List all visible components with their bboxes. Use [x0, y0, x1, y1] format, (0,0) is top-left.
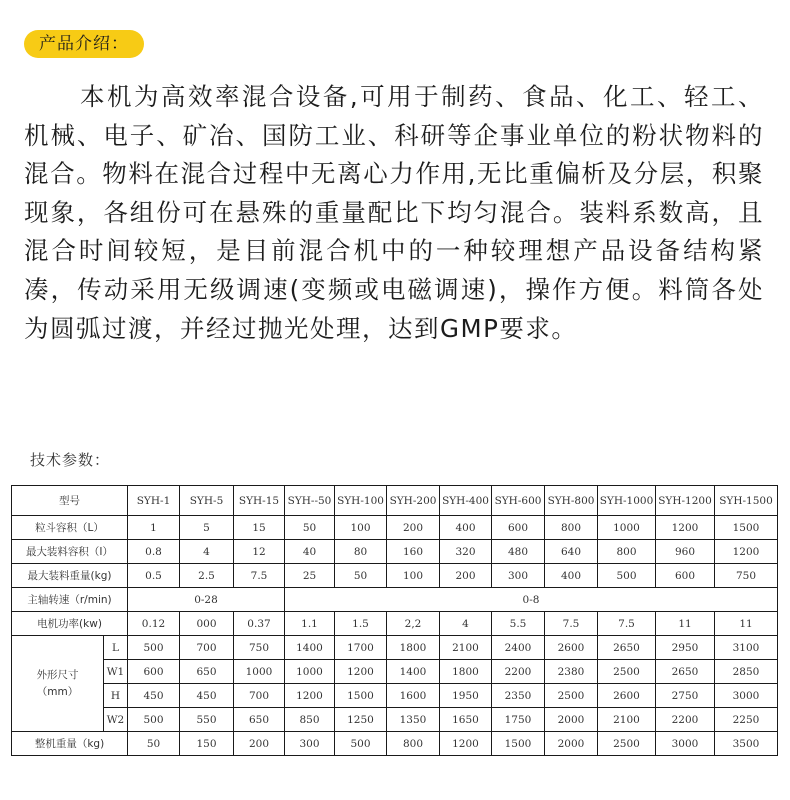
- value-cell: 150: [180, 732, 234, 756]
- spec-header-row: [12, 486, 778, 516]
- value-cell: 2750: [656, 684, 715, 708]
- model-cell: SYH-15: [234, 486, 285, 516]
- value-cell: 2600: [598, 684, 656, 708]
- value-cell: 1200: [285, 684, 335, 708]
- value-cell: 2850: [715, 660, 778, 684]
- value-cell: 650: [234, 708, 285, 732]
- value-cell: 1650: [440, 708, 492, 732]
- value-cell: 11: [715, 612, 778, 636]
- value-cell: 5: [180, 516, 234, 540]
- value-cell: 2100: [440, 636, 492, 660]
- value-cell: 480: [492, 540, 545, 564]
- value-cell: 600: [656, 564, 715, 588]
- row-label: 主轴转速（r/min): [12, 588, 128, 612]
- value-cell: 700: [234, 684, 285, 708]
- value-cell: 3500: [715, 732, 778, 756]
- value-cell: 0.37: [234, 612, 285, 636]
- row-dimension-w1: [12, 660, 778, 684]
- model-cell: SYH-1200: [656, 486, 715, 516]
- value-cell: 1800: [440, 660, 492, 684]
- value-cell: 2380: [545, 660, 598, 684]
- dimension-key: L: [104, 636, 128, 660]
- dimension-key: H: [104, 684, 128, 708]
- model-cell: SYH-1500: [715, 486, 778, 516]
- value-cell: 1250: [335, 708, 387, 732]
- value-cell: 640: [545, 540, 598, 564]
- model-cell: SYH--50: [285, 486, 335, 516]
- value-cell: 11: [656, 612, 715, 636]
- row-max-load-volume: [12, 540, 778, 564]
- value-cell: 1700: [335, 636, 387, 660]
- value-cell: 1.1: [285, 612, 335, 636]
- value-cell: 1800: [387, 636, 440, 660]
- value-cell: 1200: [715, 540, 778, 564]
- value-cell: 3000: [656, 732, 715, 756]
- value-cell: 1: [128, 516, 180, 540]
- value-cell: 2950: [656, 636, 715, 660]
- value-cell: 2650: [656, 660, 715, 684]
- value-cell: 2000: [545, 732, 598, 756]
- spec-section-title: 技术参数：: [30, 451, 111, 469]
- value-cell: 1200: [656, 516, 715, 540]
- value-cell: 550: [180, 708, 234, 732]
- value-cell: 2500: [598, 732, 656, 756]
- model-cell: SYH-800: [545, 486, 598, 516]
- model-label: 型号: [12, 486, 128, 516]
- row-label: 最大装料容积（I）: [12, 540, 128, 564]
- value-cell: 3100: [715, 636, 778, 660]
- value-cell: 500: [335, 732, 387, 756]
- value-cell: 2600: [545, 636, 598, 660]
- row-label: 最大装料重量(kg): [12, 564, 128, 588]
- value-cell: 40: [285, 540, 335, 564]
- row-label: 粒斗容积（L）: [12, 516, 128, 540]
- value-cell: 300: [285, 732, 335, 756]
- value-cell: 2000: [545, 708, 598, 732]
- value-cell: 450: [128, 684, 180, 708]
- value-cell: 400: [440, 516, 492, 540]
- spindle-speed-group-2: 0-8: [285, 588, 778, 612]
- dimensions-label: 外形尺寸: [36, 668, 79, 681]
- value-cell: 2650: [598, 636, 656, 660]
- value-cell: 200: [440, 564, 492, 588]
- value-cell: 50: [128, 732, 180, 756]
- value-cell: 2.5: [180, 564, 234, 588]
- value-cell: 000: [180, 612, 234, 636]
- value-cell: 960: [656, 540, 715, 564]
- value-cell: 1600: [387, 684, 440, 708]
- value-cell: 2100: [598, 708, 656, 732]
- value-cell: 1400: [387, 660, 440, 684]
- value-cell: 1500: [492, 732, 545, 756]
- row-max-load-weight: [12, 564, 778, 588]
- model-cell: SYH-1: [128, 486, 180, 516]
- value-cell: 850: [285, 708, 335, 732]
- value-cell: 200: [387, 516, 440, 540]
- value-cell: 1200: [335, 660, 387, 684]
- value-cell: 0.12: [128, 612, 180, 636]
- value-cell: 2400: [492, 636, 545, 660]
- spec-table: [11, 485, 778, 756]
- model-cell: SYH-600: [492, 486, 545, 516]
- value-cell: 650: [180, 660, 234, 684]
- value-cell: 1500: [715, 516, 778, 540]
- value-cell: 750: [715, 564, 778, 588]
- model-cell: SYH-200: [387, 486, 440, 516]
- value-cell: 7.5: [545, 612, 598, 636]
- value-cell: 800: [598, 540, 656, 564]
- value-cell: 2,2: [387, 612, 440, 636]
- value-cell: 2250: [715, 708, 778, 732]
- row-label: 整机重量（kg): [12, 732, 128, 756]
- value-cell: 1350: [387, 708, 440, 732]
- value-cell: 300: [492, 564, 545, 588]
- dimension-key: W1: [104, 660, 128, 684]
- value-cell: 2200: [656, 708, 715, 732]
- value-cell: 5.5: [492, 612, 545, 636]
- value-cell: 1200: [440, 732, 492, 756]
- value-cell: 1000: [598, 516, 656, 540]
- product-intro-text: 本机为高效率混合设备,可用于制药、食品、化工、轻工、机械、电子、矿冶、国防工业、科研等企事业单位的粉状物料的混合。物料在混合过程中无离心力作用,无比重偏析及分层，积聚现象，各组份可在悬殊的重量配比下均匀混合。装料系数高，且混合时间较短，是目前混合机中的一种较理想产品设备结构紧凑，传动采用无级调速(变频或电磁调速)，操作方便。料筒各处为圆弧过渡，并经过抛光处理，达到GMP要求。: [24, 82, 764, 343]
- value-cell: 3000: [715, 684, 778, 708]
- value-cell: 1750: [492, 708, 545, 732]
- value-cell: 0.5: [128, 564, 180, 588]
- value-cell: 12: [234, 540, 285, 564]
- value-cell: 7.5: [234, 564, 285, 588]
- value-cell: 1.5: [335, 612, 387, 636]
- value-cell: 15: [234, 516, 285, 540]
- value-cell: 800: [387, 732, 440, 756]
- value-cell: 800: [545, 516, 598, 540]
- value-cell: 50: [285, 516, 335, 540]
- value-cell: 600: [128, 660, 180, 684]
- model-cell: SYH-1000: [598, 486, 656, 516]
- value-cell: 500: [128, 636, 180, 660]
- value-cell: 80: [335, 540, 387, 564]
- model-cell: SYH-100: [335, 486, 387, 516]
- value-cell: 100: [387, 564, 440, 588]
- value-cell: 160: [387, 540, 440, 564]
- value-cell: 4: [180, 540, 234, 564]
- dimension-key: W2: [104, 708, 128, 732]
- row-hopper-volume: [12, 516, 778, 540]
- value-cell: 750: [234, 636, 285, 660]
- value-cell: 2500: [598, 660, 656, 684]
- row-dimension-w2: [12, 708, 778, 732]
- value-cell: 25: [285, 564, 335, 588]
- model-cell: SYH-5: [180, 486, 234, 516]
- value-cell: 0.8: [128, 540, 180, 564]
- value-cell: 2350: [492, 684, 545, 708]
- value-cell: 7.5: [598, 612, 656, 636]
- row-spindle-speed: [12, 588, 778, 612]
- value-cell: 1500: [335, 684, 387, 708]
- value-cell: 400: [545, 564, 598, 588]
- model-cell: SYH-400: [440, 486, 492, 516]
- value-cell: 100: [335, 516, 387, 540]
- value-cell: 450: [180, 684, 234, 708]
- value-cell: 500: [128, 708, 180, 732]
- value-cell: 2500: [545, 684, 598, 708]
- value-cell: 1400: [285, 636, 335, 660]
- value-cell: 320: [440, 540, 492, 564]
- row-dimension-l: [12, 636, 778, 660]
- spindle-speed-group-1: 0-28: [128, 588, 285, 612]
- value-cell: 200: [234, 732, 285, 756]
- value-cell: 1000: [234, 660, 285, 684]
- value-cell: 700: [180, 636, 234, 660]
- dimensions-label-cell: [12, 636, 104, 732]
- row-dimension-h: [12, 684, 778, 708]
- value-cell: 2200: [492, 660, 545, 684]
- row-machine-weight: [12, 732, 778, 756]
- dimensions-unit: （mm）: [36, 685, 79, 698]
- row-motor-power: [12, 612, 778, 636]
- value-cell: 4: [440, 612, 492, 636]
- value-cell: 600: [492, 516, 545, 540]
- value-cell: 50: [335, 564, 387, 588]
- value-cell: 1000: [285, 660, 335, 684]
- value-cell: 1950: [440, 684, 492, 708]
- value-cell: 500: [598, 564, 656, 588]
- row-label: 电机功率(kw): [12, 612, 128, 636]
- product-intro-badge: 产品介绍：: [24, 30, 144, 58]
